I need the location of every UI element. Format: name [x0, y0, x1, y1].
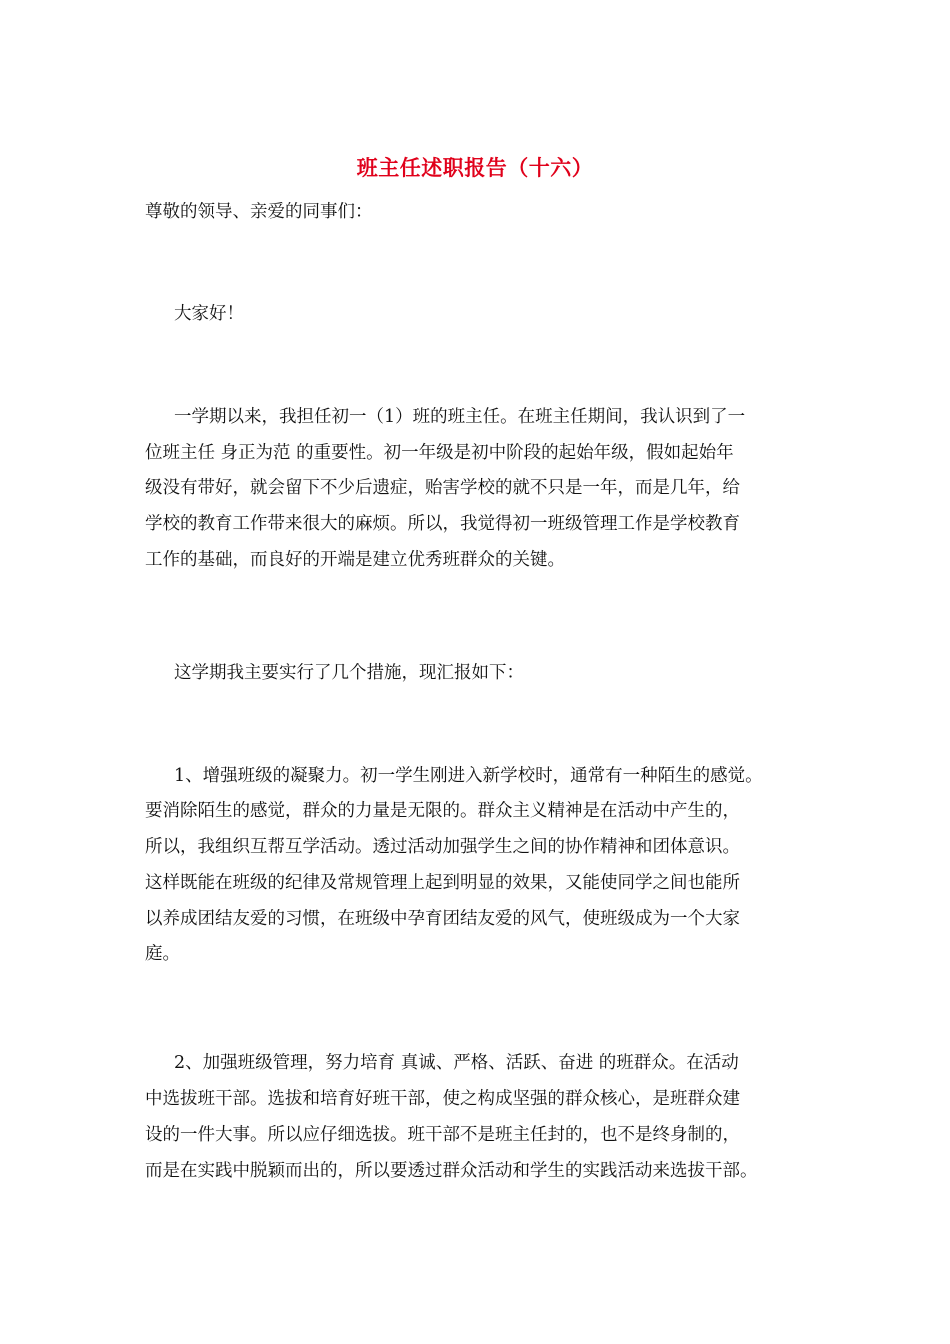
document-title: 班主任述职报告（十六） — [356, 155, 594, 180]
paragraph-line: 要消除陌生的感觉，群众的力量是无限的。群众主义精神是在活动中产生的， — [145, 801, 740, 821]
salutation: 尊敬的领导、亲爱的同事们： — [145, 202, 373, 222]
paragraph-line: 2、加强班级管理，努力培育 真诚、严格、活跃、奋进 的班群众。在活动 — [174, 1053, 739, 1073]
paragraph-line: 这学期我主要实行了几个措施，现汇报如下： — [174, 663, 524, 683]
greeting: 大家好！ — [174, 304, 244, 324]
paragraph-line: 1、增强班级的凝聚力。初一学生刚进入新学校时，通常有一种陌生的感觉。 — [174, 766, 763, 786]
paragraph-line: 以养成团结友爱的习惯，在班级中孕育团结友爱的风气，使班级成为一个大家 — [145, 909, 740, 929]
paragraph-line: 学校的教育工作带来很大的麻烦。所以，我觉得初一班级管理工作是学校教育 — [145, 514, 740, 534]
paragraph-line: 级没有带好，就会留下不少后遗症，贻害学校的就不只是一年，而是几年，给 — [145, 478, 740, 498]
paragraph-line: 这样既能在班级的纪律及常规管理上起到明显的效果，又能使同学之间也能所 — [145, 873, 740, 893]
paragraph-line: 而是在实践中脱颖而出的，所以要透过群众活动和学生的实践活动来选拔干部。 — [145, 1161, 758, 1181]
paragraph-line: 中选拔班干部。选拔和培育好班干部，使之构成坚强的群众核心，是班群众建 — [145, 1089, 740, 1109]
paragraph-line: 庭。 — [145, 944, 180, 964]
paragraph-line: 一学期以来，我担任初一（1）班的班主任。在班主任期间，我认识到了一 — [174, 407, 746, 427]
paragraph-line: 工作的基础，而良好的开端是建立优秀班群众的关键。 — [145, 550, 565, 570]
paragraph-line: 设的一件大事。所以应仔细选拔。班干部不是班主任封的，也不是终身制的， — [145, 1125, 740, 1145]
paragraph-line: 所以，我组织互帮互学活动。透过活动加强学生之间的协作精神和团体意识。 — [145, 837, 740, 857]
paragraph-line: 位班主任 身正为范 的重要性。初一年级是初中阶段的起始年级，假如起始年 — [145, 443, 734, 463]
